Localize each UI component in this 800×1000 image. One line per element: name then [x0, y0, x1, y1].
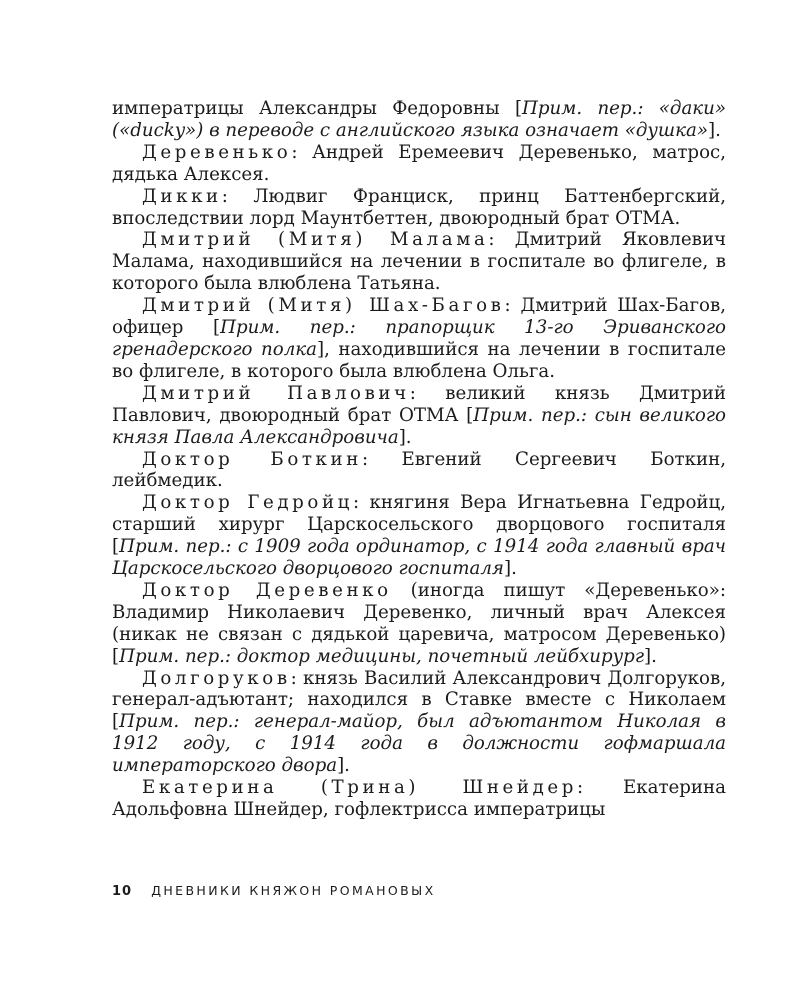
entry-term: Дмитрий Павлович [142, 382, 410, 404]
entry-text-tail: ]. [503, 558, 517, 580]
glossary-entry [112, 777, 726, 821]
entry-term: Дмитрий (Митя) Малама [142, 229, 489, 251]
entry-text: : Екатерина Адольфовна Шнейдер, гофлектрисса императрицы [112, 777, 727, 820]
translator-note: Прим. пер.: сын великого князя Павла Александровича [112, 404, 726, 448]
translator-note: Прим. пер.: доктор медицины, почетный лейбхирург [119, 645, 645, 667]
running-title: ДНЕВНИКИ КНЯЖОН РОМАНОВЫХ [151, 883, 436, 898]
translator-note: Прим. пер.: генерал-майор, был адъютантом Николая в 1912 году, с 1914 года в должности гофмаршала императорского двора [112, 711, 726, 777]
entry-continuation [112, 98, 726, 142]
page-body [112, 98, 726, 821]
entry-term: Деревенько [142, 141, 292, 163]
entry-term: Доктор Гедройц [142, 492, 353, 514]
translator-note: Прим. пер.: «даки» («ducky») в переводе с английского языка означает «душка» [112, 98, 726, 141]
entry-term: Доктор Деревенко [142, 579, 392, 601]
entry-text-tail: ]. [337, 755, 350, 777]
glossary-entry [112, 449, 726, 493]
glossary-entry [112, 186, 726, 230]
glossary-entry [112, 492, 726, 580]
glossary-entry [112, 668, 726, 778]
entry-text-tail: ], находившийся на лечении в госпитале во флигеле, в которого была влюблена Ольга. [112, 338, 726, 382]
entry-text-tail: ]. [398, 426, 412, 448]
page-number: 10 [112, 884, 133, 899]
entry-text: : княгиня Вера Игнатьевна Гедройц, старший хирург Царскосельского дворцового госпиталя [ [112, 492, 726, 558]
entry-text: императрицы Александры Федоровны [ [112, 98, 523, 119]
entry-term: Екатерина (Трина) Шнейдер [142, 777, 578, 799]
page-footer [112, 880, 436, 899]
glossary-entry [112, 142, 726, 186]
translator-note: Прим. пер.: с 1909 года ординатор, с 1914 года главный врач Царскосельского дворцового госпиталя [112, 536, 726, 580]
entry-term: Долгоруков [142, 667, 291, 689]
entry-text: (иногда пишут «Деревенько»: Владимир Николаевич Деревенко, личный врач Алексея (никак не связан с дядькой царевича, матросом Деревенько) [ [112, 579, 726, 667]
entry-term: Дикки [142, 185, 222, 207]
glossary-entry [112, 383, 726, 449]
entry-text: : Дмитрий Шах-Багов, офицер [ [112, 295, 726, 339]
entry-text-tail: ]. [708, 119, 721, 141]
entry-text: : Евгений Сергеевич Боткин, лейбмедик. [112, 448, 726, 492]
entry-text: : Андрей Еремеевич Деревенько, матрос, дядька Алексея. [112, 141, 726, 185]
entry-text-tail: ]. [644, 645, 657, 667]
entry-text: : Дмитрий Яковлевич Малама, находившийся на лечении в госпитале во флигеле, в которого была влюблена Татьяна. [112, 229, 726, 295]
entry-term: Доктор Боткин [142, 448, 362, 470]
glossary-entry [112, 229, 726, 295]
translator-note: Прим. пер.: прапорщик 13-го Эриванского гренадерского полка [112, 317, 726, 360]
entry-text: : великий князь Дмитрий Павлович, двоюродный брат ОТМА [ [112, 382, 726, 426]
entry-term: Дмитрий (Митя) Шах-Багов [142, 295, 505, 317]
glossary-entry [112, 295, 726, 383]
glossary-entry [112, 580, 726, 668]
entry-text: : Людвиг Франциск, принц Баттенбергский, впоследствии лорд Маунтбеттен, двоюродный брат ОТМА. [112, 185, 726, 229]
entry-text: : князь Василий Александрович Долгоруков, генерал-адъютант; находился в Ставке вместе с Николаем [ [112, 667, 726, 733]
